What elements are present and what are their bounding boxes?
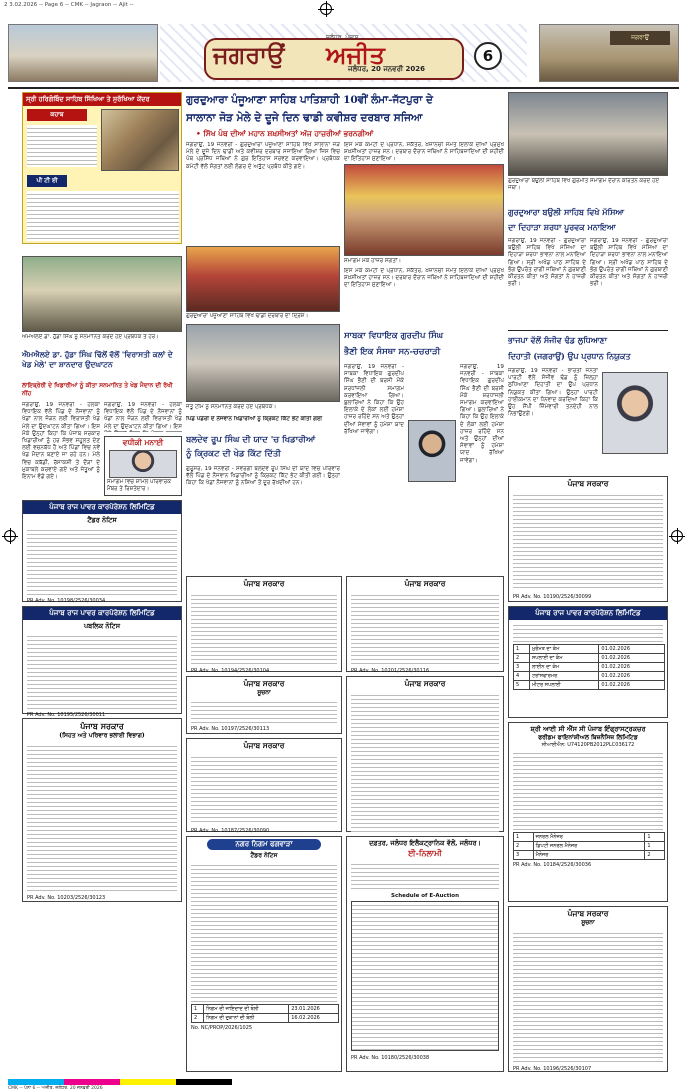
gov-ad-4-title: ਪੰਜਾਬ ਸਰਕਾਰ xyxy=(243,741,285,750)
table-row xyxy=(514,681,665,690)
darbar-stage-photo xyxy=(344,164,504,256)
pspcl2-ad-ref: PR Adv. No. 10195/2526/30011 xyxy=(27,712,106,718)
table-cell: 23.01.2026 xyxy=(289,1005,339,1014)
bottom-right-notice-ref: PR Adv. No. 10196/2526/30107 xyxy=(513,1066,592,1072)
table-row xyxy=(192,1005,339,1014)
school-ad-title: ਸ੍ਰੀ ਹਰਿਗੋਬਿੰਦ ਸਾਹਿਬ ਸਿੱਖਿਆ ਤੇ ਸੁਰੱਖਿਆ ਕੇਂਦਰ xyxy=(23,93,181,106)
right-gov-notice xyxy=(508,476,668,602)
table-cell: 2 xyxy=(514,842,534,851)
table-cell: ਟਰਾਂਸਫਾਰਮਰ xyxy=(529,672,598,681)
masthead-title-paper: ਅਜੀਤ xyxy=(326,40,385,69)
table-cell: 1 xyxy=(645,833,665,842)
masthead-title-city: ਜਗਰਾਉਂ xyxy=(213,40,285,69)
table-cell: 4 xyxy=(514,672,530,681)
mla-award-photo xyxy=(22,256,182,332)
gov-ad-6-text xyxy=(351,692,499,832)
recruitment-ad-ref: PR Adv. No. 10184/2526/30036 xyxy=(513,862,592,868)
bjp-headline-2: ਦਿਹਾਤੀ (ਜਗਰਾਉਂ) ਉਪ ਪ੍ਰਧਾਨ ਨਿਯੁਕਤ xyxy=(508,351,631,361)
masthead xyxy=(8,16,679,86)
page-number-badge: 6 xyxy=(474,42,502,70)
e-auction-ref: PR Adv. No. 10180/2526/30038 xyxy=(351,1055,430,1061)
gov-ad-2-text xyxy=(191,592,337,664)
main-story-body: ਜਗਰਾਉਂ, 19 ਜਨਵਰੀ - ਗੁਰਦੁਆਰਾ ਪੰਜੂਆਣਾ ਸਾਹਿਬ ਵਿਖੇ ਸਾਲਾਨਾ ਜੋੜ ਮੇਲੇ ਦੇ ਦੂਜੇ ਦਿਨ ਢਾਡੀ ਅਤੇ ਕਵੀਸ਼ਰ ਦਰਬਾਰ ਸਜਾਇਆ ਗਿਆ ਜਿਸ ਵਿਚ ਪੰਥ ਪ੍ਰਸਿੱਧ ਜਥਿਆਂ ਨੇ ਗੁਰ ਇਤਿਹਾਸ ਸਰਵਣ ਕਰਵਾਇਆ। ਪ੍ਰਬੰਧਕ ਕਮੇਟੀ ਵੱਲੋਂ ਸੰਗਤਾਂ ਲਈ ਲੰਗਰ ਦੇ ਅਤੁੱਟ ਪ੍ਰਬੰਧ ਕੀਤੇ ਗਏ। xyxy=(186,142,340,170)
masthead-date: ਜਲੰਧਰ, 20 ਜਨਵਰੀ 2026 xyxy=(348,65,426,73)
table-cell: 1 xyxy=(514,645,530,654)
table-row xyxy=(514,672,665,681)
main-subhead: • ਸਿੱਖ ਪੰਥ ਦੀਆਂ ਮਹਾਨ ਸ਼ਖ਼ਸੀਅਤਾਂ ਅੱਜ ਹਾਜ਼ਰੀਆਂ ਭਰਨਗੀਆਂ xyxy=(196,129,374,138)
table-row xyxy=(514,842,665,851)
table-row xyxy=(514,663,665,672)
right-gov-notice-title: ਪੰਜਾਬ ਸਰਕਾਰ xyxy=(567,479,609,488)
cricket-kit-lead: ਪਿੰਡ ਪੰਡੋਰੀ ਦੇ ਨੌਜਵਾਨ ਖਿਡਾਰੀਆਂ ਨੂੰ ਕ੍ਰਿਕਟ ਕਿੱਟ ਭੇਟ ਕੀਤੀ ਗਈ xyxy=(186,416,323,422)
health-ad-text xyxy=(27,743,177,891)
right-gov-notice-text xyxy=(513,492,663,590)
table-cell: 3 xyxy=(514,851,534,860)
darbar-stage-caption: ਸਮਾਗਮ ਮੌਕੇ ਹਾਜ਼ਰ ਸੰਗਤਾਂ। xyxy=(344,258,402,264)
school-ad-badge-2: ਪੀ ਟੀ ਈ xyxy=(27,175,67,187)
gov-ad-3-text xyxy=(191,699,337,723)
main-story-body-col2: ਇਸ ਮੌਕੇ ਕਮੇਟੀ ਦੇ ਪ੍ਰਧਾਨ, ਸਕੱਤਰ, ਖ਼ਜ਼ਾਨਚੀ ਸਮੇਤ ਇਲਾਕੇ ਦੀਆਂ ਪ੍ਰਮੁੱਖ ਸ਼ਖ਼ਸੀਅਤਾਂ ਹਾਜ਼ਰ ਸਨ। ਦਰਬਾਰ ਦੌਰਾਨ ਜਥਿਆਂ ਨੇ ਸਾਹਿਬਜ਼ਾਦਿਆਂ ਦੀ ਸ਼ਹੀਦੀ ਦਾ ਇਤਿਹਾਸ ਸੁਣਾਇਆ। xyxy=(344,142,504,162)
e-auction-table xyxy=(351,901,499,1051)
nagar-table xyxy=(191,1004,339,1023)
recruitment-ad xyxy=(508,722,668,902)
gov-ad-4 xyxy=(186,738,342,832)
mla-story-headline: ਐਮਐਲਏ ਡਾ. ਹੁੱਡਾ ਸਿੰਘ ਢਿੱਲੋਂ ਵੱਲੋਂ 'ਵਿਰਾਸਤੀ ਕਲਾਂ ਦੇ ਖੇਡ ਮੇਲੇ' ਦਾ ਸ਼ਾਨਦਾਰ ਉਦਘਾਟਨ xyxy=(22,350,173,369)
bhaini-headline-2: ਭੈਣੀ ਇਕ ਸੰਸਥਾ ਸਨ-ਚਚਰਾੜੀ xyxy=(344,347,441,357)
mla-story-body: ਜਗਰਾਉਂ, 19 ਜਨਵਰੀ - ਹਲਕਾ ਵਿਧਾਇਕ ਵੱਲੋਂ ਪਿੰਡ ਦੇ ਨੌਜਵਾਨਾਂ ਨੂੰ ਖੇਡਾਂ ਨਾਲ ਜੋੜਨ ਲਈ ਵਿਰਾਸਤੀ ਖੇਡ ਮੇਲੇ ਦਾ ਉਦਘਾਟਨ ਕੀਤਾ ਗਿਆ। ਇਸ ਮੌਕੇ ਉਨ੍ਹਾਂ ਕਿਹਾ ਕਿ ਪੰਜਾਬ ਸਰਕਾਰ ਖਿਡਾਰੀਆਂ ਨੂੰ ਹਰ ਸੰਭਵ ਸਹੂਲਤ ਦੇਣ ਲਈ ਵਚਨਬੱਧ ਹੈ ਅਤੇ ਪਿੰਡਾਂ ਵਿਚ ਨਵੇਂ ਖੇਡ ਮੈਦਾਨ ਬਣਾਏ ਜਾ ਰਹੇ ਹਨ। ਮੇਲੇ ਵਿਚ ਕਬੱਡੀ, ਰੱਸਾਕਸ਼ੀ ਤੇ ਦੌੜਾਂ ਦੇ ਮੁਕਾਬਲੇ ਕਰਵਾਏ ਗਏ ਅਤੇ ਜੇਤੂਆਂ ਨੂੰ ਇਨਾਮ ਵੰਡੇ ਗਏ। xyxy=(22,402,100,481)
mourning-box xyxy=(104,436,182,496)
cricket-kit-body: ਗੁਰੂਸਰ, 19 ਜਨਵਰੀ - ਸਵਰਗੀ ਬਲਦੇਵ ਰੂਪ ਸਿੰਘ ਦੀ ਯਾਦ ਵਿਚ ਪਰਿਵਾਰ ਵੱਲੋਂ ਪਿੰਡ ਦੇ ਨੌਜਵਾਨ ਖਿਡਾਰੀਆਂ ਨੂੰ ਕ੍ਰਿਕਟ ਕਿੱਟ ਭੇਟ ਕੀਤੀ ਗਈ। ਉਨ੍ਹਾਂ ਕਿਹਾ ਕਿ ਖੇਡਾਂ ਨੌਜਵਾਨਾਂ ਨੂੰ ਨਸ਼ਿਆਂ ਤੋਂ ਦੂਰ ਰੱਖਦੀਆਂ ਹਨ। xyxy=(186,466,340,487)
table-cell: 01.02.2026 xyxy=(599,663,665,672)
gurmat-samagam-photo xyxy=(508,92,668,176)
gov-ad-5 xyxy=(346,576,504,672)
gov-ad-3-title: ਪੰਜਾਬ ਸਰਕਾਰ xyxy=(243,679,285,688)
table-cell: 01.02.2026 xyxy=(599,681,665,690)
gov-ad-3-ref: PR Adv. No. 10197/2526/30113 xyxy=(191,726,270,732)
table-cell: 3 xyxy=(514,663,530,672)
bottom-right-notice xyxy=(508,906,668,1072)
cricket-kit-photo xyxy=(186,324,340,402)
table-cell: ਨਿਗਮ ਦੀ ਦੁਕਾਨਾਂ ਦੀ ਬੋਲੀ xyxy=(204,1014,289,1023)
bauli-headline-1: ਗੁਰਦੁਆਰਾ ਬਉਲੀ ਸਾਹਿਬ ਵਿਖੇ ਮੱਸਿਆ xyxy=(508,207,625,217)
table-row xyxy=(192,1014,339,1023)
mla-award-caption: ਐਮਐਲਏ ਡਾ. ਹੁੱਡਾ ਸਿੰਘ ਨੂੰ ਸਨਮਾਨਿਤ ਕਰਦੇ ਹੋਏ ਪ੍ਰਬੰਧਕ ਤੇ ਹੋਰ। xyxy=(22,334,159,340)
table-cell: 01.02.2026 xyxy=(599,654,665,663)
e-auction-intro xyxy=(351,861,499,891)
table-row xyxy=(514,654,665,663)
mourning-caption: ਸਮਾਗਮ ਵਿਚ ਸ਼ਾਮਲ ਪਰਿਵਾਰਕ ਮੈਂਬਰ ਤੇ ਰਿਸ਼ਤੇਦਾਰ। xyxy=(107,479,171,492)
table-row xyxy=(514,851,665,860)
gov-ad-4-ref: PR Adv. No. 10187/2526/30090 xyxy=(191,828,270,834)
pspcl-ad-ref: PR Adv. No. 10198/2526/30034 xyxy=(27,598,106,604)
bauli-body-col2: ਜਗਰਾਉਂ, 19 ਜਨਵਰੀ - ਗੁਰਦੁਆਰਾ ਬਉਲੀ ਸਾਹਿਬ ਵਿਖੇ ਮੱਸਿਆ ਦਾ ਦਿਹਾੜਾ ਸ਼ਰਧਾ ਭਾਵਨਾ ਨਾਲ ਮਨਾਇਆ ਗਿਆ। ਸ੍ਰੀ ਅਖੰਡ ਪਾਠ ਸਾਹਿਬ ਦੇ ਭੋਗ ਉਪਰੰਤ ਰਾਗੀ ਜਥਿਆਂ ਨੇ ਗੁਰਬਾਣੀ ਕੀਰਤਨ ਕੀਤਾ ਅਤੇ ਸੰਗਤਾਂ ਨੇ ਹਾਜ਼ਰੀ ਭਰੀ। xyxy=(590,238,668,288)
gov-ad-5-text xyxy=(351,592,499,664)
gov-ad-2 xyxy=(186,576,342,672)
bottom-right-notice-text xyxy=(513,930,663,1062)
right-gov-notice-ref: PR Adv. No. 10190/2526/30099 xyxy=(513,594,592,600)
right-divider xyxy=(508,330,668,331)
registration-mark-icon xyxy=(671,530,683,542)
bhaini-body: ਜਗਰਾਉਂ, 19 ਜਨਵਰੀ - ਸਾਬਕਾ ਵਿਧਾਇਕ ਗੁਰਦੀਪ ਸਿੰਘ ਭੈਣੀ ਦੀ ਬਰਸੀ ਮੌਕੇ ਸ਼ਰਧਾਂਜਲੀ ਸਮਾਗਮ ਕਰਵਾਇਆ ਗਿਆ। ਬੁਲਾਰਿਆਂ ਨੇ ਕਿਹਾ ਕਿ ਉਹ ਇਲਾਕੇ ਦੇ ਲੋਕਾਂ ਲਈ ਹਮੇਸ਼ਾ ਹਾਜ਼ਰ ਰਹਿੰਦੇ ਸਨ ਅਤੇ ਉਨ੍ਹਾਂ ਦੀਆਂ ਸੇਵਾਵਾਂ ਨੂੰ ਹਮੇਸ਼ਾ ਯਾਦ ਰੱਖਿਆ ਜਾਵੇਗਾ। xyxy=(344,364,404,435)
gov-ad-5-ref: PR Adv. No. 10201/2526/30116 xyxy=(351,668,430,674)
bauli-headline-2: ਦਾ ਦਿਹਾੜਾ ਸ਼ਰਧਾ ਪੂਰਵਕ ਮਨਾਇਆ xyxy=(508,222,616,232)
pspcl2-ad-notice: ਪਬਲਿਕ ਨੋਟਿਸ xyxy=(83,622,121,630)
main-headline-line1: ਗੁਰਦੁਆਰਾ ਪੰਜੂਆਣਾ ਸਾਹਿਬ ਪਾਤਿਸ਼ਾਹੀ 10ਵੀਂ ਲੰਮਾ-ਜੱਟਪੁਰਾ ਦੇ xyxy=(186,94,433,106)
table-cell: ਮੀਟਰ ਸਪਲਾਈ xyxy=(529,681,598,690)
health-ad-title: ਪੰਜਾਬ ਸਰਕਾਰ xyxy=(80,721,124,731)
recruitment-ad-sub: ਫਰੀਡਮ ਫਾਇਨਾਂਸ਼ੀਅਲ ਬਿਜ਼ਨੈਸਿਜ਼ ਲਿਮਿਟਿਡ xyxy=(538,734,638,741)
registration-mark-icon xyxy=(4,530,16,542)
school-ad-badge: ਕਹਾਬ xyxy=(27,109,87,121)
gov-ad-4-text xyxy=(191,754,337,824)
registration-mark-icon xyxy=(320,3,332,15)
cricket-kit-headline-1: ਬਲਦੇਵ ਰੂਪ ਸਿੰਘ ਦੀ ਯਾਦ 'ਚ ਖਿਡਾਰੀਆਂ xyxy=(186,435,316,445)
pspcl-tender-ad xyxy=(22,500,182,602)
health-dept-ad xyxy=(22,718,182,902)
bottom-right-notice-title: ਪੰਜਾਬ ਸਰਕਾਰ xyxy=(567,909,609,918)
print-meta-strip: 2 3.02.2026 -- Page 6 -- CMK -- Jagraon -- Ajit -- xyxy=(4,2,134,8)
masthead-building-photo xyxy=(539,24,679,82)
main-story-body-col3: ਇਸ ਮੌਕੇ ਕਮੇਟੀ ਦੇ ਪ੍ਰਧਾਨ, ਸਕੱਤਰ, ਖ਼ਜ਼ਾਨਚੀ ਸਮੇਤ ਇਲਾਕੇ ਦੀਆਂ ਪ੍ਰਮੁੱਖ ਸ਼ਖ਼ਸੀਅਤਾਂ ਹਾਜ਼ਰ ਸਨ। ਦਰਬਾਰ ਦੌਰਾਨ ਜਥਿਆਂ ਨੇ ਸਾਹਿਬਜ਼ਾਦਿਆਂ ਦੀ ਸ਼ਹੀਦੀ ਦਾ ਇਤਿਹਾਸ ਸੁਣਾਇਆ। xyxy=(344,268,504,289)
mourning-photo xyxy=(109,450,177,478)
color-bars xyxy=(8,1079,679,1085)
mla-story-subhead: ਲਾਇਬ੍ਰੇਰੀ ਦੇ ਖਿਡਾਰੀਆਂ ਨੂੰ ਕੀਤਾ ਸਨਮਾਨਿਤ ਤੇ ਖੇਡ ਮੈਦਾਨ ਦੀ ਰੱਖੀ ਨੀਂਹ xyxy=(22,382,173,397)
recruitment-ad-cin: ਸੀਆਈਐਨ: U74120PB2012PLC036172 xyxy=(541,742,635,748)
table-cell: 01.02.2026 xyxy=(599,672,665,681)
pspcl2-ad-title: ਪੰਜਾਬ ਰਾਜ ਪਾਵਰ ਕਾਰਪੋਰੇਸ਼ਨ ਲਿਮਿਟਿਡ xyxy=(23,607,181,620)
table-cell: 16.02.2026 xyxy=(289,1014,339,1023)
table-cell: ਮੈਨੇਜਰ xyxy=(533,851,645,860)
nagar-ad-ref: No. NC/PROP/2026/1025 xyxy=(191,1025,253,1031)
masthead-divider xyxy=(8,87,679,89)
nagar-nigam-ad xyxy=(186,836,342,1072)
table-cell: 1 xyxy=(514,833,534,842)
gov-ad-2-ref: PR Adv. No. 10194/2526/30104 xyxy=(191,668,270,674)
health-ad-ref: PR Adv. No. 10203/2526/30123 xyxy=(27,895,106,901)
table-row xyxy=(514,833,665,842)
pspcl2-ad-text xyxy=(27,633,177,711)
bjp-portrait xyxy=(602,372,668,454)
e-auction-ad xyxy=(346,836,504,1072)
nagar-ad-sub: ਟੈਂਡਰ ਨੋਟਿਸ xyxy=(250,852,278,859)
table-cell: ਮੁਰੰਮਤ ਦਾ ਕੰਮ xyxy=(529,645,598,654)
gov-ad-3-sub: ਸੂਚਨਾ xyxy=(257,689,271,696)
e-auction-title: ਦਫ਼ਤਰ, ਜਲੰਧਰ ਇਲੈਕਟ੍ਰਾਨਿਕ ਵੱਲੋਂ, ਜਲੰਧਰ। xyxy=(369,839,481,847)
health-ad-sub: (ਸਿਹਤ ਅਤੇ ਪਰਿਵਾਰ ਭਲਾਈ ਵਿਭਾਗ) xyxy=(59,732,145,739)
pspcl3-table xyxy=(513,644,665,690)
gov-ad-5-title: ਪੰਜਾਬ ਸਰਕਾਰ xyxy=(404,579,446,588)
pspcl3-ad-title: ਪੰਜਾਬ ਰਾਜ ਪਾਵਰ ਕਾਰਪੋਰੇਸ਼ਨ ਲਿਮਿਟਿਡ xyxy=(509,607,667,620)
table-cell: ਨਿਗਮ ਦੀ ਜਾਇਦਾਦ ਦੀ ਬੋਲੀ xyxy=(204,1005,289,1014)
darbar-sangat-caption: ਗੁਰਦੁਆਰਾ ਪੰਜੂਆਣਾ ਸਾਹਿਬ ਵਿਖੇ ਢਾਡੀ ਦਰਬਾਰ ਦਾ ਦ੍ਰਿਸ਼। xyxy=(186,313,309,319)
table-cell: 2 xyxy=(645,851,665,860)
cricket-kit-caption: ਜੇਤੂ ਟੀਮ ਨੂੰ ਸਨਮਾਨਿਤ ਕਰਦੇ ਹੋਏ ਪ੍ਰਬੰਧਕ। xyxy=(186,404,277,410)
cricket-kit-headline-2: ਨੂੰ ਕ੍ਰਿਕਟ ਦੀ ਖੇਡ ਕਿੱਟ ਦਿੱਤੀ xyxy=(186,449,281,459)
gov-ad-6 xyxy=(346,676,504,832)
school-advertisement xyxy=(22,92,182,244)
table-cell: ਜਨਰਲ ਮੈਨੇਜਰ xyxy=(533,833,645,842)
pspcl-ad-text xyxy=(27,527,177,597)
table-cell: 2 xyxy=(514,654,530,663)
masthead-landmark-photo xyxy=(8,24,158,82)
pspcl-tender-table-ad xyxy=(508,606,668,718)
pspcl3-ad-text xyxy=(513,622,663,642)
school-ad-photo xyxy=(101,109,179,171)
table-cell: 1 xyxy=(645,842,665,851)
darbar-sangat-photo xyxy=(186,246,340,312)
pspcl-ad-notice: ਟੈਂਡਰ ਨੋਟਿਸ xyxy=(87,516,117,524)
gov-ad-3 xyxy=(186,676,342,734)
gov-ad-2-title: ਪੰਜਾਬ ਸਰਕਾਰ xyxy=(243,579,285,588)
footer-text: CMK -- ਪੰਨਾ 6 -- ਅਜੀਤ, ਜਲੰਧਰ, 20 ਜਨਵਰੀ 2026 xyxy=(8,1086,103,1089)
table-cell: ਲਾਈਨ ਦਾ ਕੰਮ xyxy=(529,663,598,672)
footer-strip xyxy=(0,1079,687,1089)
table-cell: ਸਪਲਾਈ ਦਾ ਕੰਮ xyxy=(529,654,598,663)
nagar-ad-text xyxy=(191,862,337,1002)
recruitment-ad-text xyxy=(513,750,663,830)
pspcl-ad-title: ਪੰਜਾਬ ਰਾਜ ਪਾਵਰ ਕਾਰਪੋਰੇਸ਼ਨ ਲਿਮਿਟਿਡ xyxy=(23,501,181,514)
e-auction-sub: ਈ-ਨਿਲਾਮੀ xyxy=(408,848,442,858)
gurmat-samagam-caption: ਗੁਰਦੁਆਰਾ ਬਉਲੀ ਸਾਹਿਬ ਵਿਖੇ ਗੁਰਮਤਿ ਸਮਾਗਮ ਦੌਰਾਨ ਕੀਰਤਨ ਕਰਦੇ ਹੋਏ ਜਥਾ। xyxy=(508,178,660,191)
e-auction-table-title: Schedule of E-Auction xyxy=(390,893,460,899)
building-sign: ਜਗਰਾਉਂ xyxy=(610,31,670,45)
main-headline-line2: ਸਾਲਾਨਾ ਜੋੜ ਮੇਲੇ ਦੇ ਦੂਜੇ ਦਿਨ ਢਾਡੀ ਕਵੀਸ਼ਰ ਦਰਬਾਰ ਸਜਿਆ xyxy=(186,112,423,124)
recruitment-table xyxy=(513,832,665,860)
mourning-title: ਵਧੀਕੀ ਮਨਾਈ xyxy=(122,438,164,447)
table-cell: 1 xyxy=(192,1005,204,1014)
bjp-body: ਜਗਰਾਉਂ, 19 ਜਨਵਰੀ - ਭਾਰਤੀ ਜਨਤਾ ਪਾਰਟੀ ਵੱਲੋਂ ਸੰਜੀਵ ਢੰਡ ਨੂੰ ਜ਼ਿਲ੍ਹਾ ਲੁਧਿਆਣਾ ਦਿਹਾਤੀ ਦਾ ਉਪ ਪ੍ਰਧਾਨ ਨਿਯੁਕਤ ਕੀਤਾ ਗਿਆ। ਉਨ੍ਹਾਂ ਪਾਰਟੀ ਹਾਈਕਮਾਨ ਦਾ ਧੰਨਵਾਦ ਕਰਦਿਆਂ ਕਿਹਾ ਕਿ ਉਹ ਸੌਂਪੀ ਜ਼ਿੰਮੇਵਾਰੀ ਤਨਦੇਹੀ ਨਾਲ ਨਿਭਾਉਣਗੇ। xyxy=(508,368,598,418)
masthead-small-label: ਜਲੰਧਰ, ਪੰਜਾਬ xyxy=(326,34,359,41)
school-ad-details xyxy=(27,191,179,241)
nagar-ad-title: ਨਗਰ ਨਿਗਮ ਫਗਵਾੜਾ xyxy=(207,839,321,850)
table-cell: 01.02.2026 xyxy=(599,645,665,654)
bauli-body: ਜਗਰਾਉਂ, 19 ਜਨਵਰੀ - ਗੁਰਦੁਆਰਾ ਬਉਲੀ ਸਾਹਿਬ ਵਿਖੇ ਮੱਸਿਆ ਦਾ ਦਿਹਾੜਾ ਸ਼ਰਧਾ ਭਾਵਨਾ ਨਾਲ ਮਨਾਇਆ ਗਿਆ। ਸ੍ਰੀ ਅਖੰਡ ਪਾਠ ਸਾਹਿਬ ਦੇ ਭੋਗ ਉਪਰੰਤ ਰਾਗੀ ਜਥਿਆਂ ਨੇ ਗੁਰਬਾਣੀ ਕੀਰਤਨ ਕੀਤਾ ਅਤੇ ਸੰਗਤਾਂ ਨੇ ਹਾਜ਼ਰੀ ਭਰੀ। xyxy=(508,238,586,288)
bhaini-headline-1: ਸਾਬਕਾ ਵਿਧਾਇਕ ਗੁਰਦੀਪ ਸਿੰਘ xyxy=(344,331,444,341)
bjp-headline-1: ਭਾਜਪਾ ਵੱਲੋਂ ਸੰਜੀਵ ਢੰਡ ਲੁਧਿਆਣਾ xyxy=(508,335,608,345)
table-cell: 2 xyxy=(192,1014,204,1023)
table-cell: ਡਿਪਟੀ ਜਨਰਲ ਮੈਨੇਜਰ xyxy=(533,842,645,851)
school-ad-text-lines xyxy=(27,125,97,167)
bhaini-portrait xyxy=(408,420,456,482)
bottom-right-notice-sub: ਸੂਚਨਾ xyxy=(581,919,595,926)
recruitment-ad-title: ਸ਼੍ਰੀ ਆਈ ਸੀ ਐੱਸ ਸੀ ਪੰਜਾਬ ਇੰਫ੍ਰਾਸਟ੍ਰਕਚਰ xyxy=(530,725,646,733)
table-cell: 5 xyxy=(514,681,530,690)
pspcl-public-notice-ad xyxy=(22,606,182,718)
mla-story-body-col2: ਜਗਰਾਉਂ, 19 ਜਨਵਰੀ - ਹਲਕਾ ਵਿਧਾਇਕ ਵੱਲੋਂ ਪਿੰਡ ਦੇ ਨੌਜਵਾਨਾਂ ਨੂੰ ਖੇਡਾਂ ਨਾਲ ਜੋੜਨ ਲਈ ਵਿਰਾਸਤੀ ਖੇਡ ਮੇਲੇ ਦਾ ਉਦਘਾਟਨ ਕੀਤਾ ਗਿਆ। ਇਸ xyxy=(104,402,182,430)
gov-ad-6-title: ਪੰਜਾਬ ਸਰਕਾਰ xyxy=(404,679,446,688)
table-row xyxy=(514,645,665,654)
bhaini-body-col2: ਜਗਰਾਉਂ, 19 ਜਨਵਰੀ - ਸਾਬਕਾ ਵਿਧਾਇਕ ਗੁਰਦੀਪ ਸਿੰਘ ਭੈਣੀ ਦੀ ਬਰਸੀ ਮੌਕੇ ਸ਼ਰਧਾਂਜਲੀ ਸਮਾਗਮ ਕਰਵਾਇਆ ਗਿਆ। ਬੁਲਾਰਿਆਂ ਨੇ ਕਿਹਾ ਕਿ ਉਹ ਇਲਾਕੇ ਦੇ ਲੋਕਾਂ ਲਈ ਹਮੇਸ਼ਾ ਹਾਜ਼ਰ ਰਹਿੰਦੇ ਸਨ ਅਤੇ ਉਨ੍ਹਾਂ ਦੀਆਂ ਸੇਵਾਵਾਂ ਨੂੰ ਹਮੇਸ਼ਾ ਯਾਦ ਰੱਖਿਆ ਜਾਵੇਗਾ। xyxy=(460,364,504,464)
